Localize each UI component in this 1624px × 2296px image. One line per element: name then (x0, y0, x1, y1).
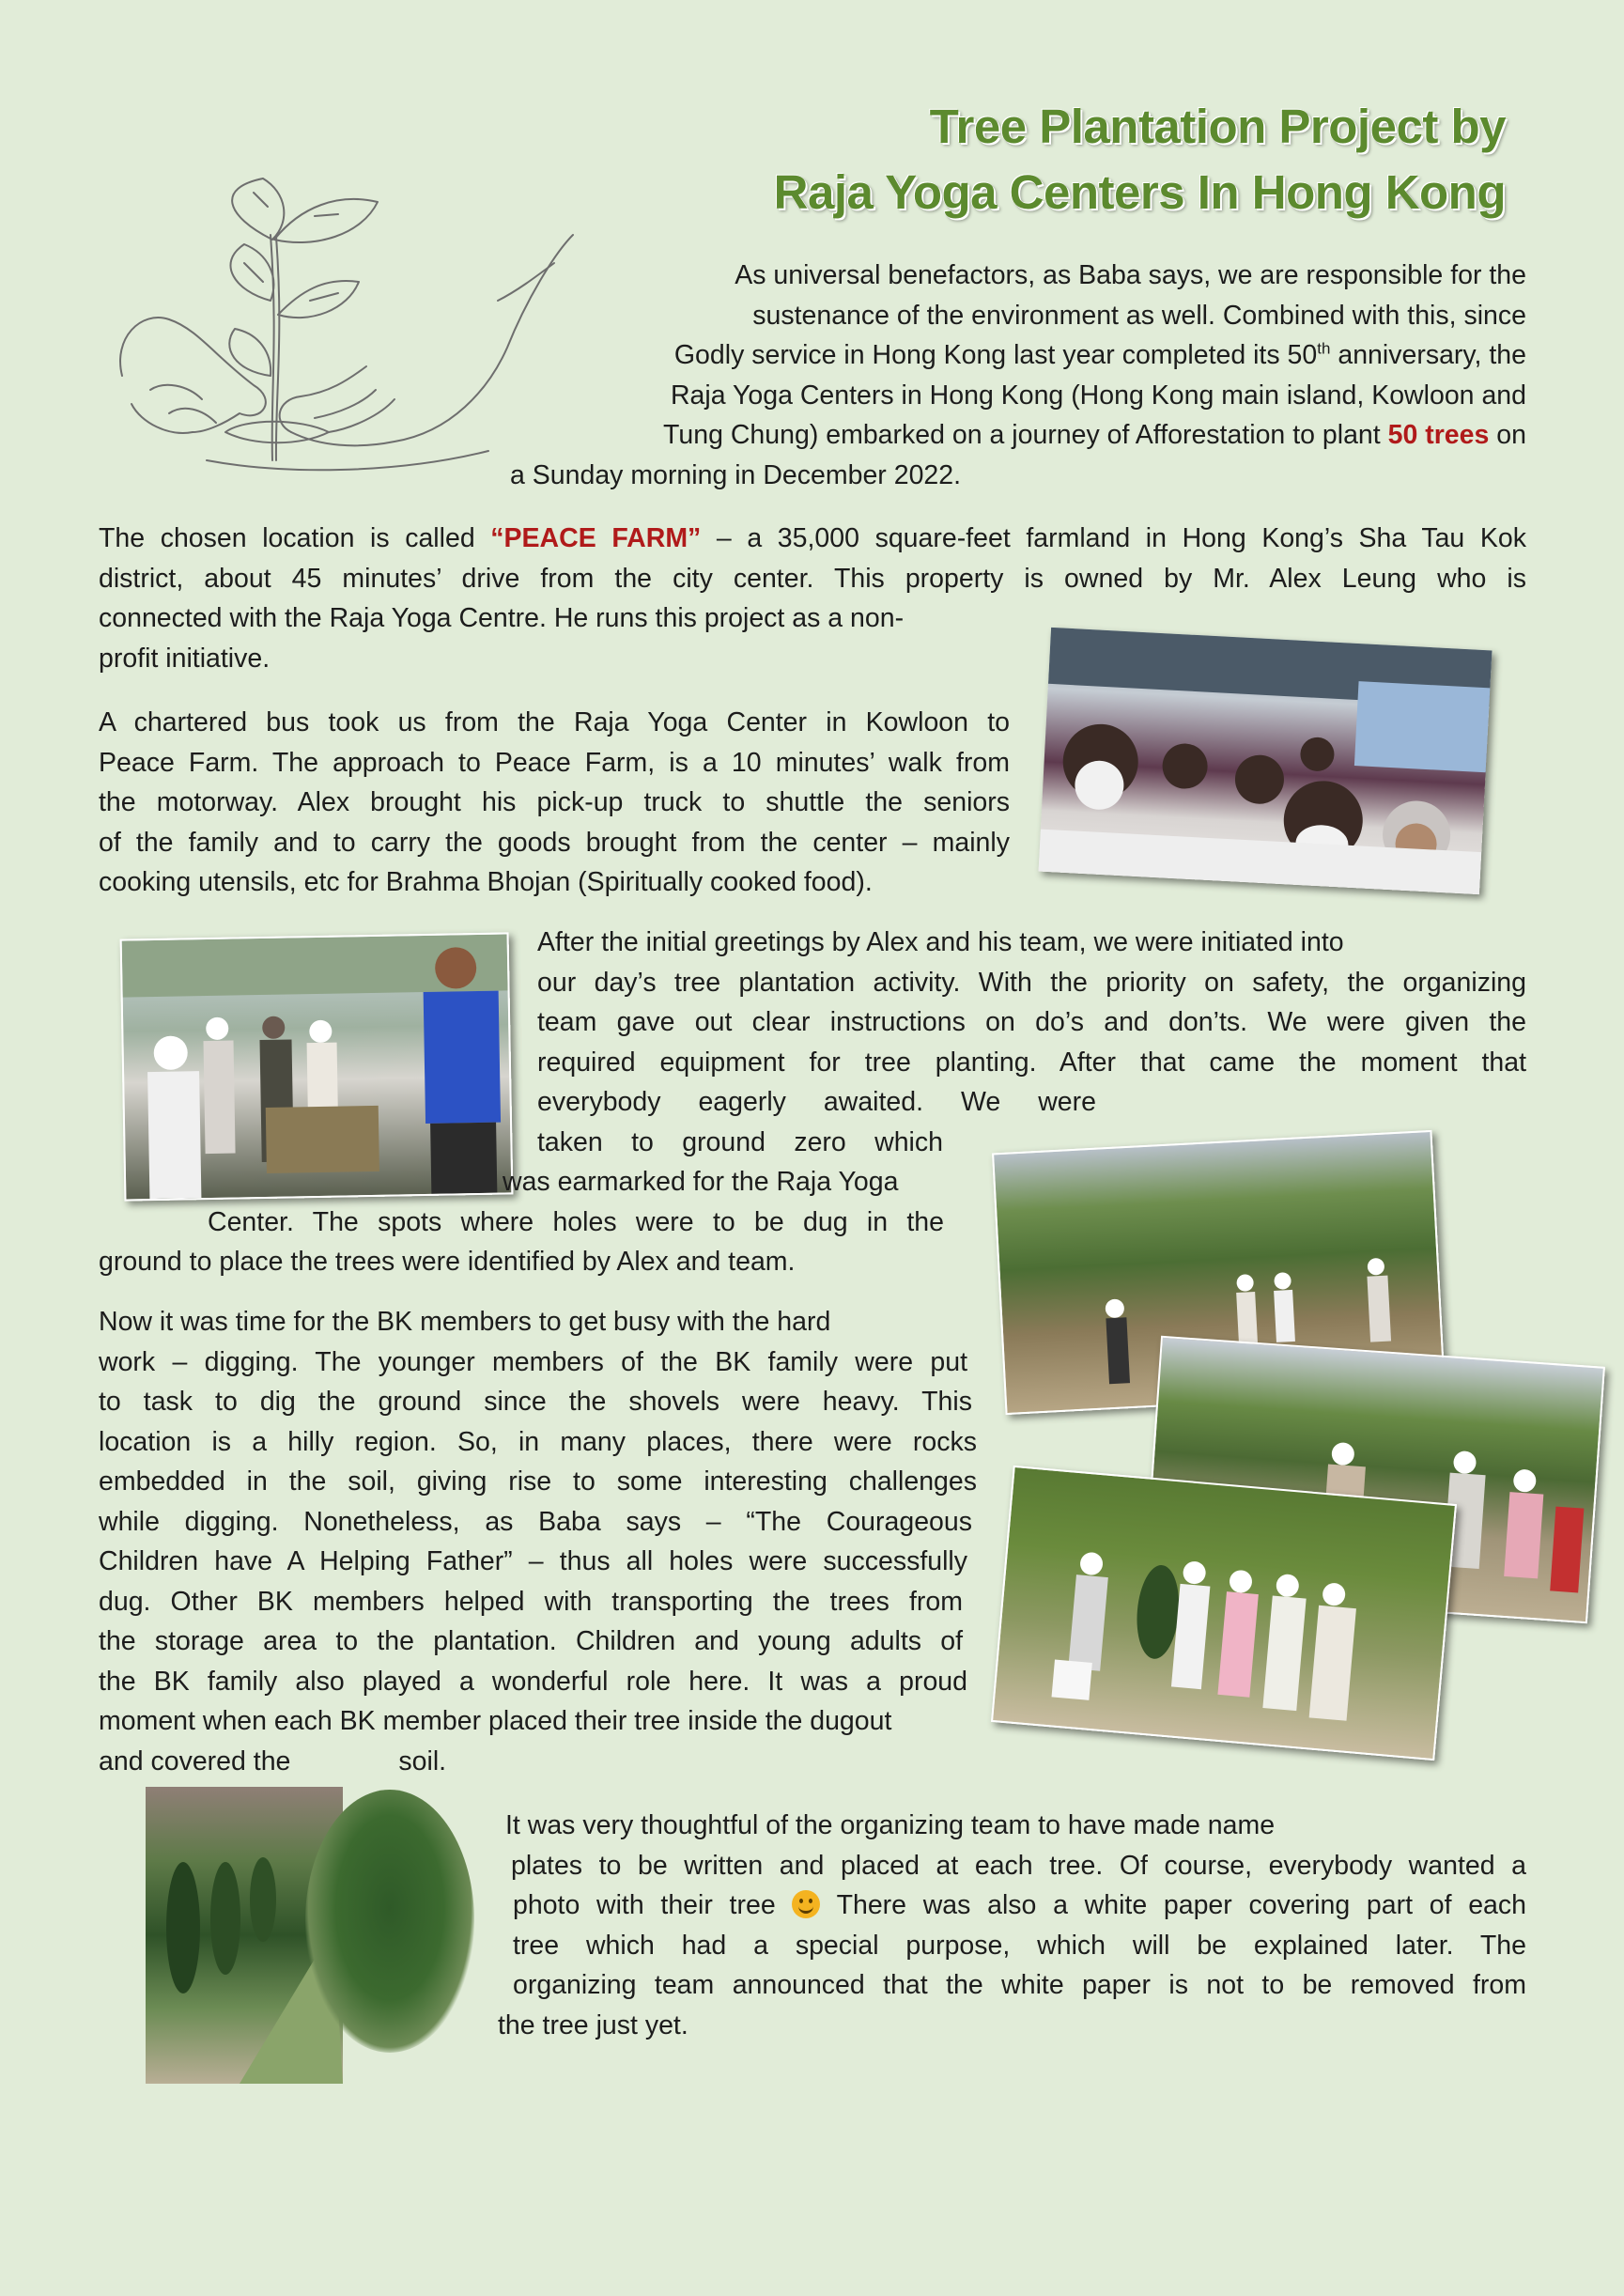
location-line: connected with the Raja Yoga Centre. He runs this project as a non- (99, 603, 905, 633)
bus-photo (1039, 628, 1493, 894)
group-greeting-illustration (122, 934, 512, 1199)
bus-line: cooking utensils, etc for Brahma Bhojan (Spiritually cooked food). (99, 867, 873, 897)
location-line: district, about 45 minutes’ drive from the city center. This property is owned by Mr. Alex Leung who is (99, 563, 1526, 594)
bus-line: Peace Farm. The approach to Peace Farm, is a 10 minutes’ walk from (99, 747, 1010, 778)
greetings-line: required equipment for tree planting. After that came the moment that (537, 1047, 1526, 1078)
digging-line: the BK family also played a wonderful role here. It was a proud (99, 1666, 967, 1697)
intro-line: As universal benefactors, as Baba says, we are responsible for the (735, 260, 1526, 290)
planting-group-photo (991, 1466, 1457, 1761)
digging-line: moment when each BK member placed their tree inside the dugout (99, 1706, 892, 1736)
nameplates-line: plates to be written and placed at each tree. Of course, everybody wanted a (511, 1850, 1526, 1881)
nameplates-line: tree which had a special purpose, which will be explained later. The (513, 1930, 1526, 1961)
greetings-paragraph-cont (99, 1162, 944, 1282)
digging-line: to task to dig the ground since the shovels were heavy. This (99, 1387, 972, 1417)
greetings-line: was earmarked for the Raja Yoga (503, 1167, 899, 1197)
bus-line: of the family and to carry the goods brought from the center – mainly (99, 827, 1010, 858)
fifty-trees-highlight: 50 trees (1387, 420, 1490, 450)
digging-line: Children have A Helping Father” – thus all holes were successfully (99, 1546, 967, 1576)
location-line: The chosen location is called “PEACE FARM” – a 35,000 square-feet farmland in Hong Kong’s Sha Tau Kok (99, 523, 1526, 553)
greetings-line: our day’s tree plantation activity. With the priority on safety, the organizing (537, 967, 1526, 998)
greetings-line: taken to ground zero which (537, 1126, 943, 1157)
nameplates-line: photo with their tree There was also a white paper covering part of each (513, 1890, 1526, 1920)
greetings-paragraph (537, 923, 1526, 1162)
intro-line: a Sunday morning in December 2022. (510, 459, 962, 490)
intro-line: sustenance of the environment as well. Combined with this, since (752, 300, 1526, 331)
nameplates-line: the tree just yet. (498, 2009, 688, 2040)
digging-line: while digging. Nonetheless, as Baba says – “The Courageous (99, 1506, 972, 1537)
nameplates-paragraph (498, 1806, 1526, 2045)
digging-line: embedded in the soil, giving rise to some interesting challenges (99, 1466, 977, 1497)
title-line-1: Tree Plantation Project by (929, 100, 1506, 153)
bus-passengers-illustration (1039, 628, 1493, 894)
page-title (774, 94, 1506, 225)
digging-paragraph (99, 1302, 996, 1781)
peace-farm-highlight: “PEACE FARM” (490, 523, 702, 553)
nameplates-line: organizing team announced that the white paper is not to be removed from (513, 1970, 1526, 2000)
tree-closeup-vignette (305, 1790, 474, 2053)
digging-line: and covered the soil. (99, 1745, 447, 1776)
planting-group-illustration (993, 1467, 1455, 1759)
digging-line: work – digging. The younger members of the BK family were put (99, 1346, 967, 1377)
greeting-photo (120, 932, 514, 1201)
greetings-line: After the initial greetings by Alex and his team, we were initiated into (537, 927, 1344, 957)
intro-line: Godly service in Hong Kong last year completed its 50th anniversary, the (673, 339, 1526, 370)
digging-line: dug. Other BK members helped with transporting the trees from (99, 1586, 963, 1617)
bus-paragraph (99, 703, 1010, 903)
greetings-line: everybody eagerly awaited. We were (537, 1087, 1096, 1117)
digging-line: location is a hilly region. So, in many places, there were rocks (99, 1426, 977, 1457)
intro-line: Raja Yoga Centers in Hong Kong (Hong Kong main island, Kowloon and (670, 380, 1526, 411)
title-line-2: Raja Yoga Centers In Hong Kong (773, 165, 1506, 219)
digging-line: the storage area to the plantation. Children and young adults of (99, 1626, 963, 1656)
smiley-emoji-icon (792, 1890, 820, 1918)
digging-line: Now it was time for the BK members to get busy with the hard (99, 1307, 831, 1337)
greetings-line: team gave out clear instructions on do’s and don’ts. We were given the (537, 1007, 1526, 1037)
bus-line: the motorway. Alex brought his pick-up truck to shuttle the seniors (99, 787, 1010, 817)
greetings-line: ground to place the trees were identified by Alex and team. (99, 1247, 796, 1277)
intro-line: Tung Chung) embarked on a journey of Afforestation to plant 50 trees on (663, 420, 1526, 450)
greetings-line: Center. The spots where holes were to be dug in the (208, 1206, 944, 1237)
nameplates-line: It was very thoughtful of the organizing team to have made name (505, 1810, 1276, 1840)
intro-paragraph (498, 256, 1526, 495)
bus-line: A chartered bus took us from the Raja Yoga Center in Kowloon to (99, 707, 1010, 737)
location-line: profit initiative. (99, 643, 271, 674)
